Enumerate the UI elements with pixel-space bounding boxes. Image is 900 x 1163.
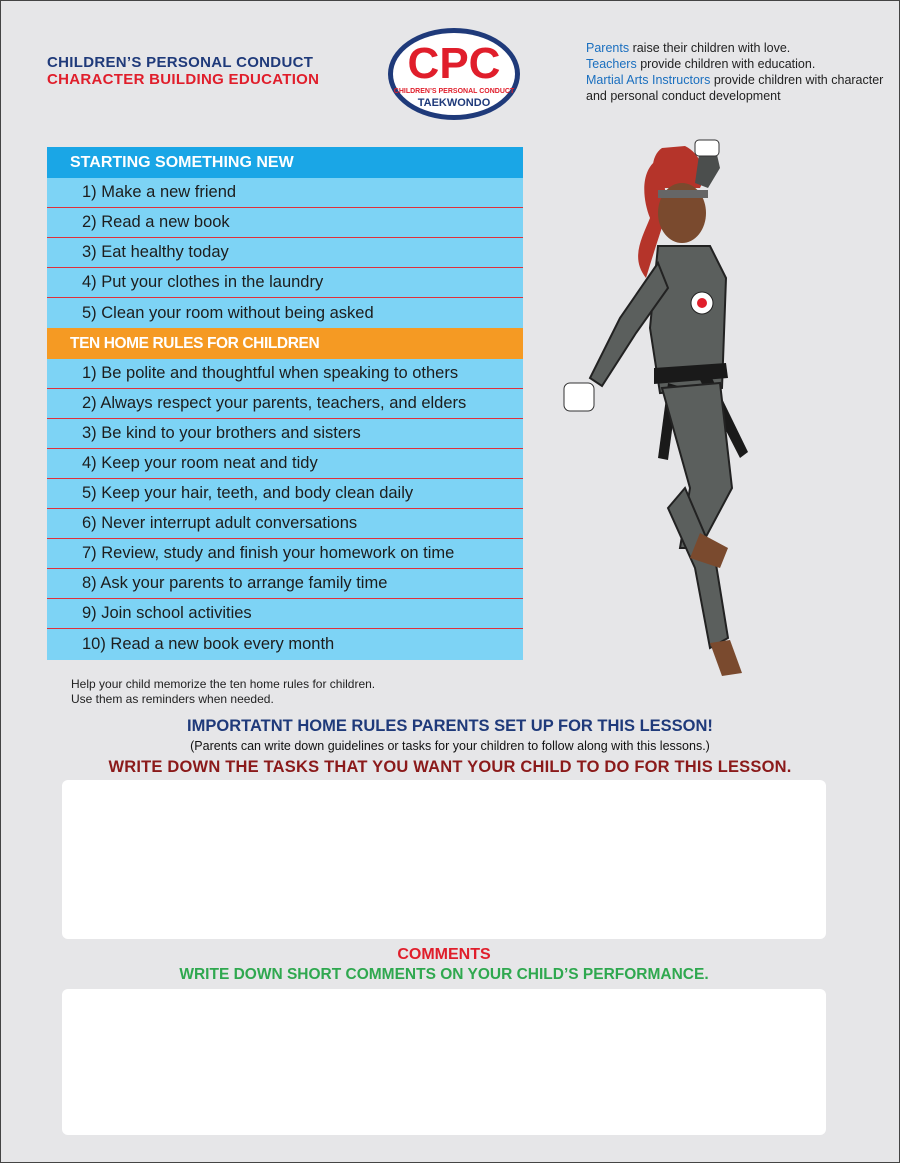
intro-text [586,40,886,104]
list-item: 1) Make a new friend [47,178,523,208]
list-item: 5) Clean your room without being asked [47,298,523,328]
intro-line-instructors: Martial Arts Instructors provide children with character and personal conduct development [586,73,884,103]
rules-lists [47,147,523,660]
martial-artist-illustration [550,128,820,683]
list-item: 7) Review, study and finish your homework on time [47,539,523,569]
logo-text-2: TAEKWONDO [417,97,491,109]
list-item: 4) Put your clothes in the laundry [47,268,523,298]
brand-title: CHILDREN’S PERSONAL CONDUCT [47,54,314,71]
logo-text-1: CHILDREN’S PERSONAL CONDUCT [393,88,515,95]
list-item: 9) Join school activities [47,599,523,629]
list-item: 4) Keep your room neat and tidy [47,449,523,479]
help-line-1: Help your child memorize the ten home rules for children. [71,677,376,691]
cpc-taekwondo-logo [386,26,522,122]
logo-letters: CPC [407,39,501,88]
list-item: 5) Keep your hair, teeth, and body clean daily [47,479,523,509]
tasks-writing-box[interactable] [62,780,826,939]
list-item: 1) Be polite and thoughtful when speaking to others [47,359,523,389]
intro-line-parents: Parents raise their children with love. [586,41,791,55]
brand-subtitle: CHARACTER BUILDING EDUCATION [47,71,320,88]
write-comments-heading: WRITE DOWN SHORT COMMENTS ON YOUR CHILD’S PERFORMANCE. [179,966,709,983]
list-item: 3) Eat healthy today [47,238,523,268]
list-item: 3) Be kind to your brothers and sisters [47,419,523,449]
list-item: 8) Ask your parents to arrange family time [47,569,523,599]
list-item: 6) Never interrupt adult conversations [47,509,523,539]
list-item: 2) Always respect your parents, teachers, and elders [47,389,523,419]
list-item: 10) Read a new book every month [47,629,523,660]
important-rules-subtitle: (Parents can write down guidelines or tasks for your children to follow along with this lessons.) [190,739,710,753]
starting-something-new-header: STARTING SOMETHING NEW [47,147,523,178]
help-line-2: Use them as reminders when needed. [71,692,274,706]
intro-line-teachers: Teachers provide children with education. [586,57,816,71]
list-item: 2) Read a new book [47,208,523,238]
important-rules-title: IMPORTATNT HOME RULES PARENTS SET UP FOR THIS LESSON! [187,717,713,735]
comments-writing-box[interactable] [62,989,826,1135]
comments-title: COMMENTS [397,946,491,963]
help-text [71,677,375,707]
ten-home-rules-header: TEN HOME RULES FOR CHILDREN [47,328,523,359]
write-tasks-heading: WRITE DOWN THE TASKS THAT YOU WANT YOUR CHILD TO DO FOR THIS LESSON. [108,758,792,776]
